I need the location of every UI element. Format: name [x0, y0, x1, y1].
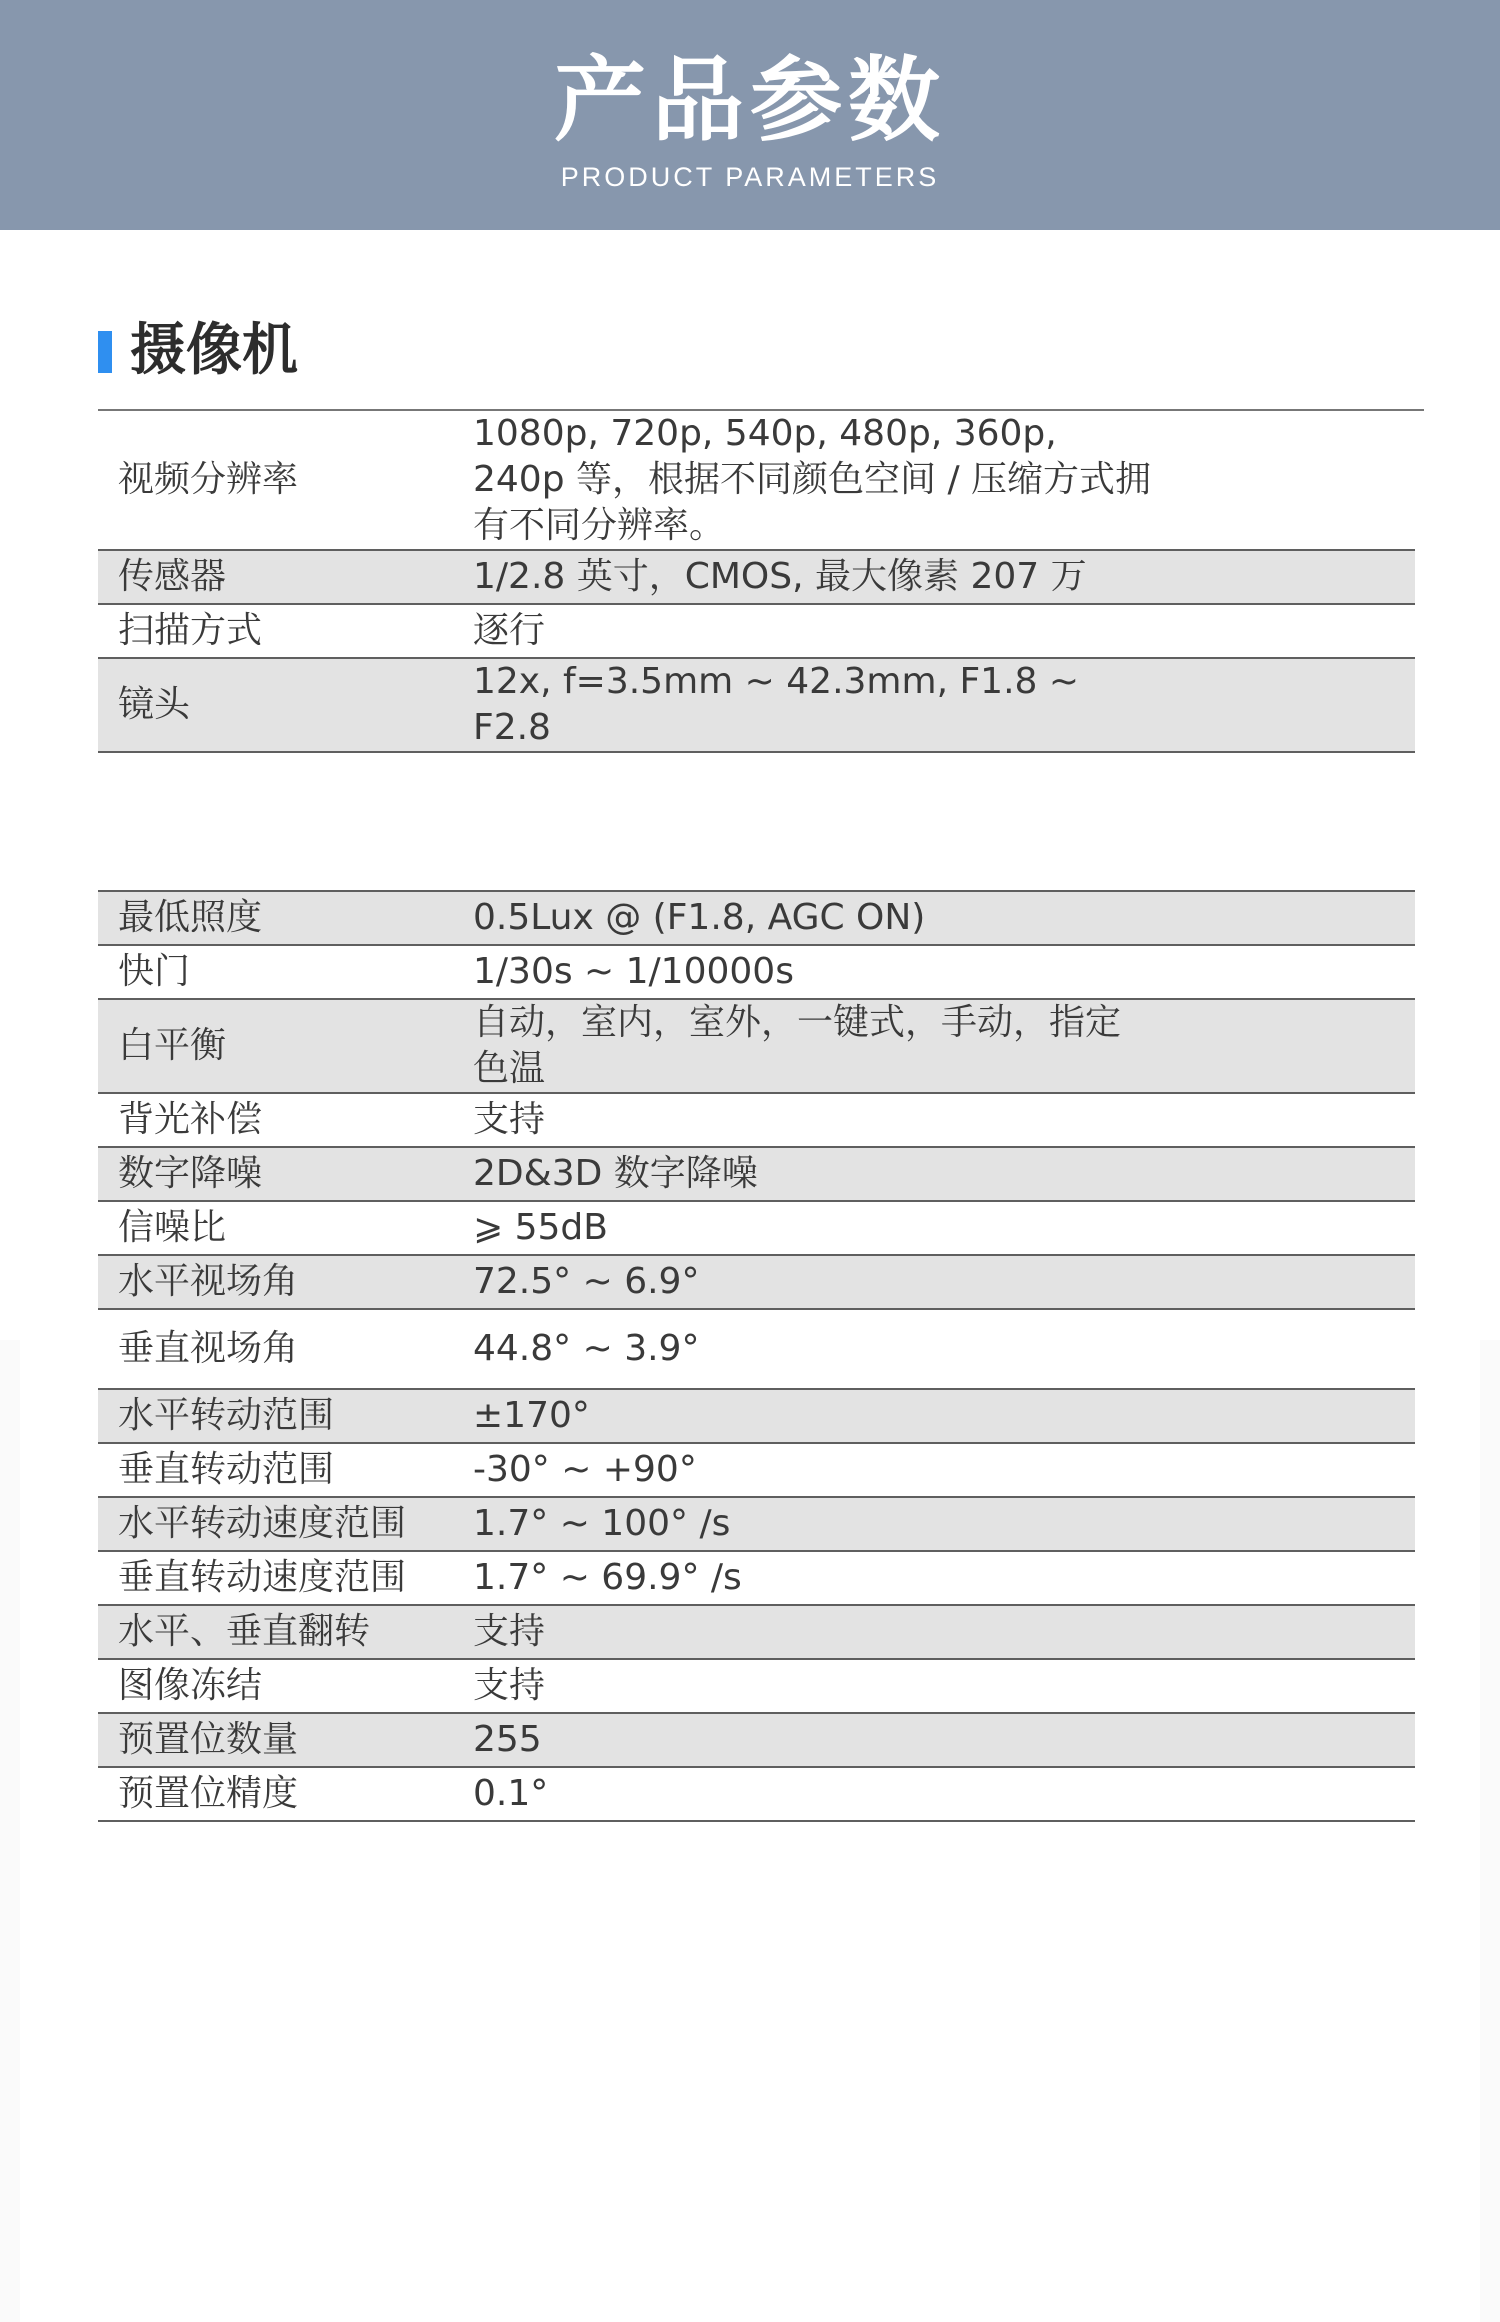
spec-key: 水平视场角: [98, 1255, 473, 1309]
spec-key: 垂直视场角: [98, 1309, 473, 1389]
table-row: [98, 1093, 1415, 1147]
spec-value: 2D&3D 数字降噪: [473, 1147, 1415, 1201]
spec-value: -30° ~ +90°: [473, 1443, 1415, 1497]
spec-key: 预置位数量: [98, 1713, 473, 1767]
spec-value: 1080p, 720p, 540p, 480p, 360p, 240p 等，根据不同颜色空间 / 压缩方式拥有不同分辨率。: [473, 411, 1415, 550]
spec-key: 水平、垂直翻转: [98, 1605, 473, 1659]
table-row: [98, 945, 1415, 999]
spec-table-2: [98, 890, 1415, 1822]
spec-key: 水平转动范围: [98, 1389, 473, 1443]
table-row: [98, 1767, 1415, 1821]
page-subtitle: PRODUCT PARAMETERS: [560, 162, 940, 192]
spec-key: 图像冻结: [98, 1659, 473, 1713]
spec-key: 信噪比: [98, 1201, 473, 1255]
spec-value: 支持: [473, 1605, 1415, 1659]
table-row: [98, 1713, 1415, 1767]
table-row: [98, 658, 1415, 752]
table-row: [98, 1389, 1415, 1443]
table-row: [98, 999, 1415, 1093]
section-accent-bar: [98, 331, 112, 373]
table-row: [98, 411, 1415, 550]
spec-key: 背光补偿: [98, 1093, 473, 1147]
spec-value: 1/2.8 英寸，CMOS, 最大像素 207 万: [473, 550, 1415, 604]
spec-value: ⩾ 55dB: [473, 1201, 1415, 1255]
spec-value: ±170°: [473, 1389, 1415, 1443]
spec-value: 支持: [473, 1093, 1415, 1147]
table-row: [98, 1497, 1415, 1551]
table-row: [98, 1443, 1415, 1497]
spec-value: 1/30s ~ 1/10000s: [473, 945, 1415, 999]
spec-table-1: [98, 411, 1415, 753]
spec-key: 快门: [98, 945, 473, 999]
spec-value: 自动，室内，室外，一键式，手动，指定色温: [473, 999, 1415, 1093]
section-title: 摄像机: [130, 318, 298, 383]
edge-shadow-right: [1480, 1340, 1500, 2322]
table-row: [98, 550, 1415, 604]
table-row: [98, 1605, 1415, 1659]
spec-value: 0.5Lux @ (F1.8, AGC ON): [473, 891, 1415, 945]
spec-key: 扫描方式: [98, 604, 473, 658]
table-row: [98, 891, 1415, 945]
spec-key: 镜头: [98, 658, 473, 752]
spec-key: 传感器: [98, 550, 473, 604]
spec-value: 逐行: [473, 604, 1415, 658]
page-title: 产品参数: [553, 47, 946, 154]
table-row: [98, 1201, 1415, 1255]
spec-key: 垂直转动范围: [98, 1443, 473, 1497]
edge-shadow-left: [0, 1340, 20, 2322]
table-row: [98, 1659, 1415, 1713]
spec-key: 数字降噪: [98, 1147, 473, 1201]
spec-key: 最低照度: [98, 891, 473, 945]
spec-value: 0.1°: [473, 1767, 1415, 1821]
spec-value: 1.7° ~ 69.9° /s: [473, 1551, 1415, 1605]
spec-key: 垂直转动速度范围: [98, 1551, 473, 1605]
spec-value: 12x, f=3.5mm ~ 42.3mm, F1.8 ~ F2.8: [473, 658, 1415, 752]
table-row: [98, 1255, 1415, 1309]
spec-key: 白平衡: [98, 999, 473, 1093]
spec-key: 预置位精度: [98, 1767, 473, 1821]
spec-value: 255: [473, 1713, 1415, 1767]
table-row: [98, 1551, 1415, 1605]
table-row: [98, 1309, 1415, 1389]
spec-key: 视频分辨率: [98, 411, 473, 550]
spec-value: 1.7° ~ 100° /s: [473, 1497, 1415, 1551]
spec-value: 支持: [473, 1659, 1415, 1713]
spec-value: 72.5° ~ 6.9°: [473, 1255, 1415, 1309]
spec-value: 44.8° ~ 3.9°: [473, 1309, 1415, 1389]
header-banner: [0, 0, 1500, 230]
table-row: [98, 1147, 1415, 1201]
table-row: [98, 604, 1415, 658]
spec-key: 水平转动速度范围: [98, 1497, 473, 1551]
